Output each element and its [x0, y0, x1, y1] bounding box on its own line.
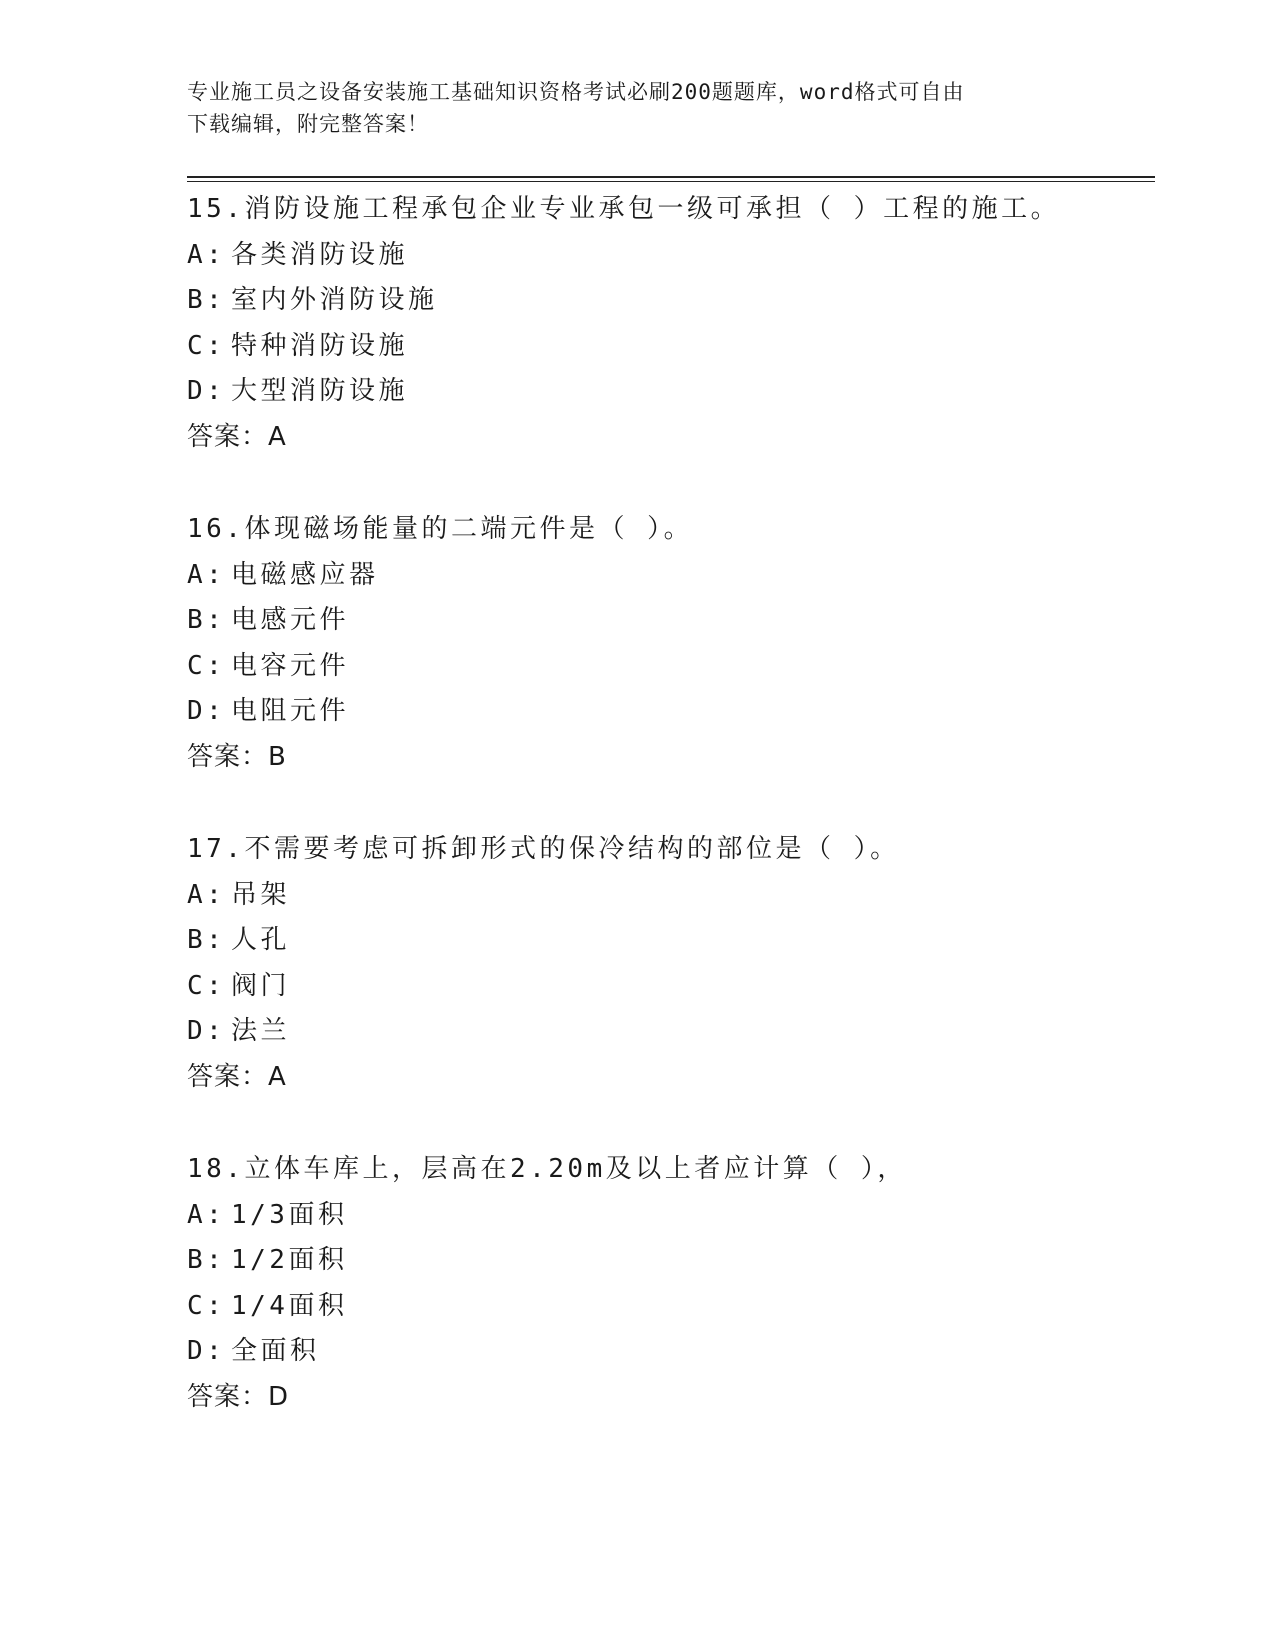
option-key: D:: [187, 376, 226, 407]
document-header: [187, 76, 1067, 140]
answer-line: [187, 1055, 1155, 1101]
option-text: 大型消防设施: [231, 376, 409, 407]
option-b: [187, 1238, 1155, 1284]
question-stem: 18.立体车库上，层高在2.20m及以上者应计算（ ），: [187, 1154, 907, 1184]
option-a: [187, 873, 1155, 919]
header-line-2: 下载编辑，附完整答案！: [187, 112, 429, 136]
option-key: B:: [187, 605, 226, 636]
option-text: 1/4面积: [231, 1290, 348, 1321]
header-divider-thin: [187, 181, 1155, 182]
option-c: [187, 1284, 1155, 1330]
option-key: D:: [187, 696, 226, 727]
header-divider-thick: [187, 176, 1155, 178]
option-text: 1/2面积: [231, 1245, 348, 1276]
header-line-1: 专业施工员之设备安装施工基础知识资格考试必刷200题题库，word格式可自由: [187, 80, 965, 104]
option-key: B:: [187, 285, 226, 316]
option-key: D:: [187, 1336, 226, 1367]
answer-value: A: [268, 1061, 286, 1092]
option-key: B:: [187, 925, 226, 956]
option-key: C:: [187, 650, 226, 681]
option-text: 各类消防设施: [231, 239, 409, 270]
option-text: 室内外消防设施: [231, 285, 438, 316]
option-b: [187, 278, 1155, 324]
option-d: [187, 1329, 1155, 1375]
question-17: [187, 827, 1155, 1147]
answer-value: D: [268, 1381, 289, 1412]
option-key: C:: [187, 330, 226, 361]
answer-label: 答案：: [187, 421, 269, 452]
option-text: 电容元件: [231, 650, 350, 681]
option-key: A:: [187, 239, 226, 270]
option-text: 人孔: [231, 925, 291, 956]
question-list: [187, 187, 1155, 1467]
option-c: [187, 324, 1155, 370]
option-key: A:: [187, 1199, 226, 1230]
option-key: D:: [187, 1016, 226, 1047]
option-d: [187, 1009, 1155, 1055]
answer-label: 答案：: [187, 1061, 269, 1092]
answer-line: [187, 415, 1155, 461]
answer-line: [187, 1375, 1155, 1421]
option-a: [187, 1193, 1155, 1239]
question-15: [187, 187, 1155, 507]
option-c: [187, 964, 1155, 1010]
option-c: [187, 644, 1155, 690]
question-stem: 15.消防设施工程承包企业专业承包一级可承担（ ）工程的施工。: [187, 194, 1061, 224]
option-text: 特种消防设施: [231, 330, 409, 361]
option-text: 吊架: [231, 879, 291, 910]
option-a: [187, 233, 1155, 279]
option-key: C:: [187, 970, 226, 1001]
option-b: [187, 918, 1155, 964]
option-key: A:: [187, 559, 226, 590]
option-text: 电阻元件: [231, 696, 350, 727]
option-d: [187, 369, 1155, 415]
answer-value: A: [268, 421, 286, 452]
option-text: 电感元件: [231, 605, 350, 636]
answer-value: B: [268, 741, 286, 772]
option-text: 阀门: [231, 970, 291, 1001]
option-d: [187, 689, 1155, 735]
answer-label: 答案：: [187, 1381, 269, 1412]
question-16: [187, 507, 1155, 827]
answer-label: 答案：: [187, 741, 269, 772]
question-stem: 16.体现磁场能量的二端元件是（ ）。: [187, 514, 694, 544]
question-stem: 17.不需要考虑可拆卸形式的保冷结构的部位是（ ）。: [187, 834, 900, 864]
question-18: [187, 1147, 1155, 1467]
option-key: C:: [187, 1290, 226, 1321]
option-key: A:: [187, 879, 226, 910]
option-text: 1/3面积: [231, 1199, 348, 1230]
option-text: 法兰: [231, 1016, 291, 1047]
option-key: B:: [187, 1245, 226, 1276]
option-b: [187, 598, 1155, 644]
option-text: 全面积: [231, 1336, 320, 1367]
option-text: 电磁感应器: [231, 559, 379, 590]
answer-line: [187, 735, 1155, 781]
option-a: [187, 553, 1155, 599]
